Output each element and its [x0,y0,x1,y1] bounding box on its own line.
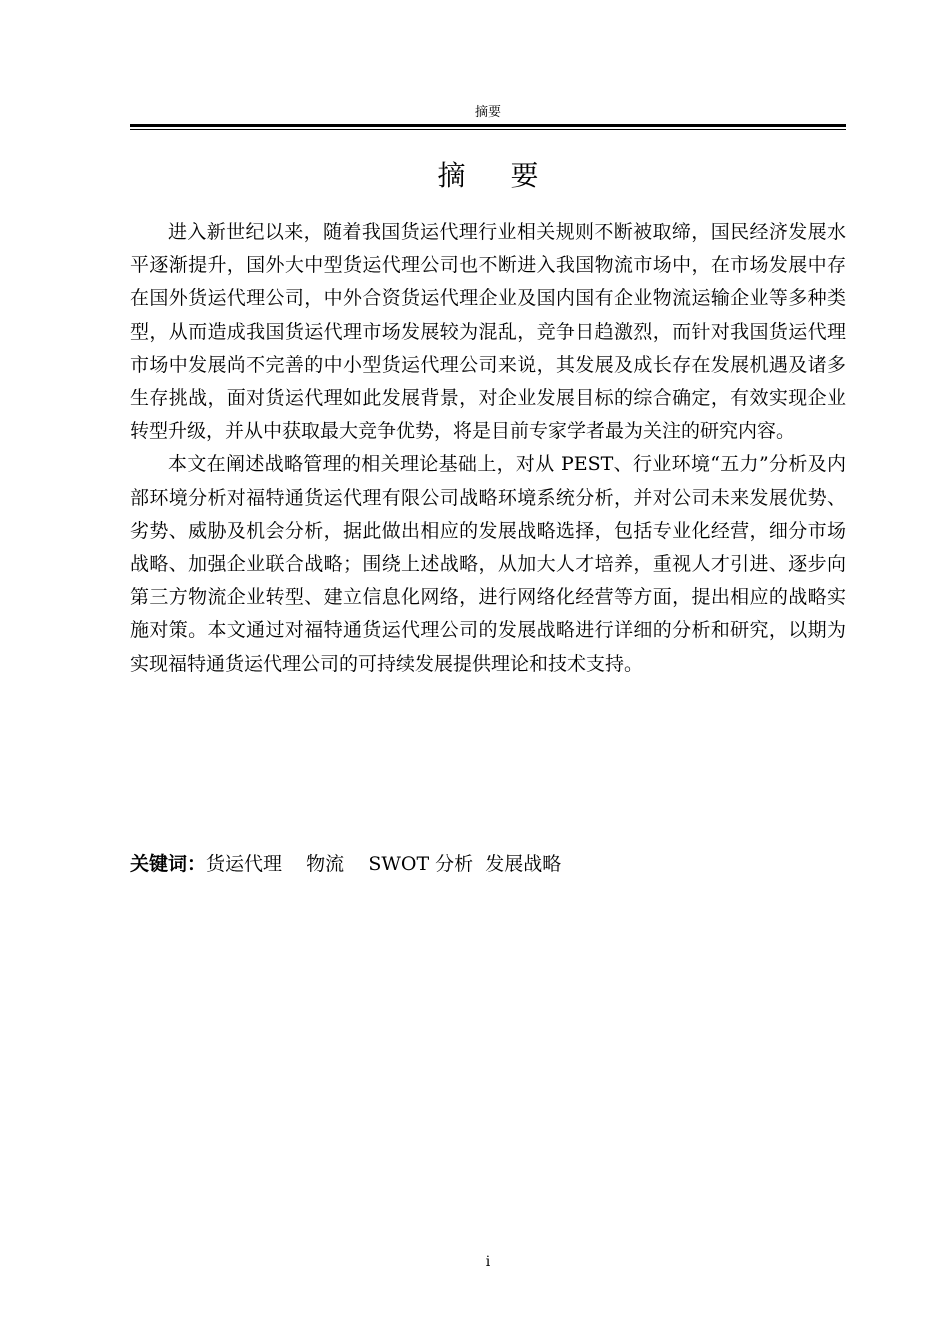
header-rule-thin [130,129,846,130]
abstract-paragraph-2: 本文在阐述战略管理的相关理论基础上，对从 PEST、行业环境“五力”分析及内部环境分析对福特通货运代理有限公司战略环境系统分析，并对公司未来发展优势、劣势、威胁及机会分析，据此做出相应的发展战略选择，包括专业化经营，细分市场战略、加强企业联合战略；围绕上述战略，从加大人才培养，重视人才引进、逐步向第三方物流企业转型、建立信息化网络，进行网络化经营等方面，提出相应的战略实施对策。本文通过对福特通货运代理公司的发展战略进行详细的分析和研究，以期为实现福特通货运代理公司的可持续发展提供理论和技术支持。 [130,453,846,675]
page-title: 摘 要 [437,159,557,192]
running-header: 摘要 [474,105,501,120]
page-number: i [485,1254,491,1270]
keywords-list: 货运代理 物流 SWOT 分析 发展战略 [206,853,562,875]
keywords-label: 关键词： [130,853,207,875]
keywords-line [130,849,846,879]
abstract-body [130,216,846,681]
header-rule-thick [130,124,846,127]
abstract-paragraph-1: 进入新世纪以来，随着我国货运代理行业相关规则不断被取缔，国民经济发展水平逐渐提升，国外大中型货运代理公司也不断进入我国物流市场中，在市场发展中存在国外货运代理公司，中外合资货运代理企业及国内国有企业物流运输企业等多种类型，从而造成我国货运代理市场发展较为混乱，竞争日趋激烈，而针对我国货运代理市场中发展尚不完善的中小型货运代理公司来说，其发展及成长存在发展机遇及诸多生存挑战，面对货运代理如此发展背景，对企业发展目标的综合确定，有效实现企业转型升级，并从中获取最大竞争优势，将是目前专家学者最为关注的研究内容。 [130,221,846,443]
